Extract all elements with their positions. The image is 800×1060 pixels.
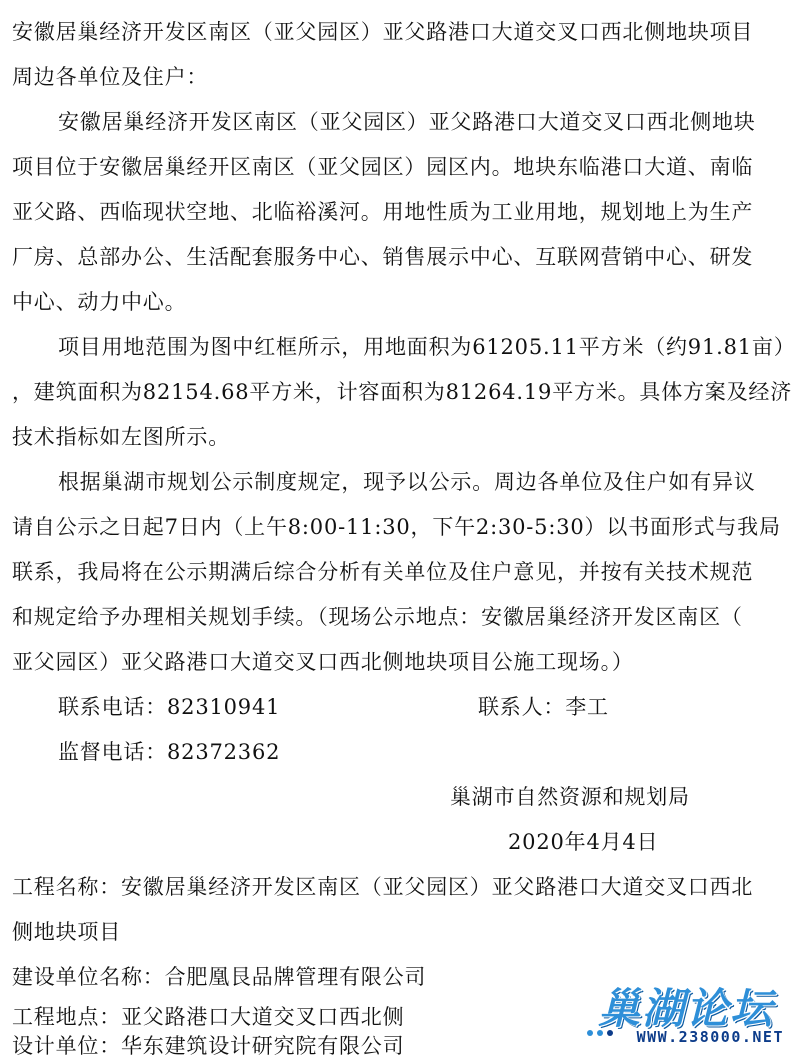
paragraph-1-line-2: 项目位于安徽居巢经开区南区（亚父园区）园区内。地块东临港口大道、南临	[12, 155, 754, 179]
watermark-url: WWW.238000.NET	[636, 1028, 784, 1046]
contact-phone: 联系电话：82310941	[58, 695, 281, 719]
paragraph-3-line-1: 根据巢湖市规划公示制度规定，现予以公示。周边各单位及住户如有异议	[58, 470, 756, 494]
paragraph-2-line-1: 项目用地范围为图中红框所示，用地面积为61205.11平方米（约91.81亩）	[58, 335, 796, 359]
supervision-phone: 监督电话：82372362	[58, 740, 281, 764]
watermark-title: 巢湖论坛	[597, 984, 774, 1033]
heading-line-1: 安徽居巢经济开发区南区（亚父园区）亚父路港口大道交叉口西北侧地块项目	[12, 20, 754, 44]
project-location: 工程地点：亚父路港口大道交叉口西北侧	[12, 1005, 405, 1029]
paragraph-3-line-3: 联系，我局将在公示期满后综合分析有关单位及住户意见，并按有关技术规范	[12, 560, 754, 584]
heading-line-2: 周边各单位及住户：	[12, 65, 209, 89]
paragraph-3-line-4: 和规定给予办理相关规划手续。（现场公示地点：安徽居巢经济开发区南区（	[12, 605, 743, 629]
issue-date: 2020年4月4日	[508, 830, 659, 854]
project-name-line-1: 工程名称：安徽居巢经济开发区南区（亚父园区）亚父路港口大道交叉口西北	[12, 875, 754, 899]
paragraph-1-line-5: 中心、动力中心。	[12, 290, 187, 314]
paragraph-1-line-1: 安徽居巢经济开发区南区（亚父园区）亚父路港口大道交叉口西北侧地块	[58, 110, 756, 134]
paragraph-2-line-2: ，建筑面积为82154.68平方米，计容面积为81264.19平方米。具体方案及经济	[12, 380, 792, 404]
paragraph-1-line-4: 厂房、总部办公、生活配套服务中心、销售展示中心、互联网营销中心、研发	[12, 245, 754, 269]
paragraph-3-line-5: 亚父园区）亚父路港口大道交叉口西北侧地块项目公施工现场。）	[12, 650, 634, 674]
paragraph-3-line-2: 请自公示之日起7日内（上午8:00-11:30，下午2:30-5:30）以书面形式与我局	[12, 515, 781, 539]
construction-unit: 建设单位名称：合肥凰艮品牌管理有限公司	[12, 965, 427, 989]
paragraph-1-line-3: 亚父路、西临现状空地、北临裕溪河。用地性质为工业用地，规划地上为生产	[12, 200, 754, 224]
contact-person: 联系人：李工	[478, 695, 609, 719]
project-name-line-2: 侧地块项目	[12, 920, 121, 944]
forum-watermark	[588, 980, 788, 1046]
issuing-authority: 巢湖市自然资源和规划局	[450, 785, 690, 809]
design-unit: 设计单位：华东建筑设计研究院有限公司	[12, 1034, 405, 1058]
paragraph-2-line-3: 技术指标如左图所示。	[12, 425, 230, 449]
